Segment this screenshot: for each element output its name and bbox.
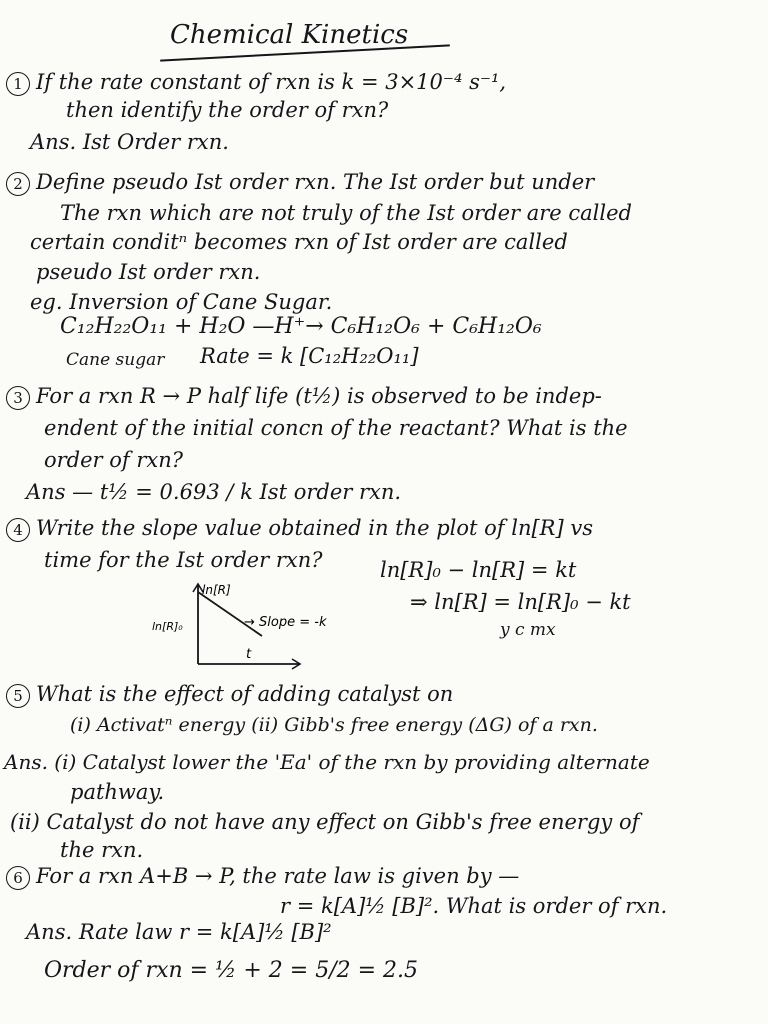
- intercept-label: ln[R]₀: [152, 620, 183, 633]
- y-axis-label: ln[R]: [202, 583, 231, 597]
- answer-5-part-2-cont: the rxn.: [60, 838, 144, 862]
- question-number: 2: [6, 172, 30, 196]
- question-text: If the rate constant of rxn is k = 3×10⁻⁴ s⁻¹,: [36, 70, 507, 94]
- x-axis-label: t: [246, 647, 252, 662]
- question-1-line-2: then identify the order of rxn?: [66, 98, 389, 122]
- line-form-labels: y c mx: [500, 620, 556, 640]
- question-text: For a rxn A+B → P, the rate law is given by —: [36, 864, 520, 888]
- question-number: 5: [6, 684, 30, 708]
- question-6-line-2: r = k[A]½ [B]². What is order of rxn.: [280, 894, 668, 918]
- question-1: [6, 72, 506, 96]
- answer-2-line-2: certain conditⁿ becomes rxn of Ist order are called: [30, 230, 568, 254]
- answer-6: Ans. Rate law r = k[A]½ [B]²: [26, 920, 332, 944]
- question-text: What is the effect of adding catalyst on: [36, 682, 454, 706]
- ln-r-vs-time-sketch: [150, 578, 350, 678]
- question-number: 1: [6, 72, 30, 96]
- rate-expression: Rate = k [C₁₂H₂₂O₁₁]: [200, 344, 419, 368]
- question-3-line-3: order of rxn?: [44, 448, 184, 472]
- example-line: eg. Inversion of Cane Sugar.: [30, 290, 333, 314]
- page-title: Chemical Kinetics: [170, 20, 409, 50]
- question-number: 6: [6, 866, 30, 890]
- answer-2-line-1: The rxn which are not truly of the Ist order are called: [60, 201, 632, 225]
- question-text: Define pseudo Ist order rxn. The Ist order but under: [36, 170, 595, 194]
- question-5: [6, 684, 453, 708]
- chemical-equation: C₁₂H₂₂O₁₁ + H₂O —H⁺→ C₆H₁₂O₆ + C₆H₁₂O₆: [60, 314, 542, 339]
- answer-2-line-3: pseudo Ist order rxn.: [36, 260, 261, 284]
- question-text: For a rxn R → P half life (t½) is observed to be indep-: [36, 384, 602, 408]
- answer-5-part-2: (ii) Catalyst do not have any effect on Gibb's free energy of: [10, 810, 640, 834]
- answer-5-part-1-cont: pathway.: [70, 780, 165, 804]
- question-2: [6, 172, 594, 196]
- answer-5-part-1: Ans. (i) Catalyst lower the 'Ea' of the rxn by providing alternate: [4, 750, 650, 774]
- question-6: [6, 866, 519, 890]
- slope-label: → Slope = -k: [244, 615, 327, 630]
- answer-1: Ans. Ist Order rxn.: [30, 130, 229, 154]
- question-5-parts: (i) Activatⁿ energy (ii) Gibb's free energy (ΔG) of a rxn.: [70, 714, 598, 736]
- cane-sugar-label: Cane sugar: [66, 350, 165, 370]
- order-of-reaction: Order of rxn = ½ + 2 = 5/2 = 2.5: [44, 958, 419, 983]
- question-4-line-2: time for the Ist order rxn?: [44, 548, 323, 572]
- rate-integration-eq-1: ln[R]₀ − ln[R] = kt: [380, 558, 577, 582]
- question-text: Write the slope value obtained in the plot of ln[R] vs: [36, 516, 593, 540]
- answer-3: Ans — t½ = 0.693 / k Ist order rxn.: [26, 480, 402, 504]
- question-3-line-2: endent of the initial concn of the reactant? What is the: [44, 416, 628, 440]
- rate-integration-eq-2: ⇒ ln[R] = ln[R]₀ − kt: [410, 590, 631, 614]
- question-number: 3: [6, 386, 30, 410]
- question-number: 4: [6, 518, 30, 542]
- question-3: [6, 386, 602, 410]
- question-4: [6, 518, 593, 542]
